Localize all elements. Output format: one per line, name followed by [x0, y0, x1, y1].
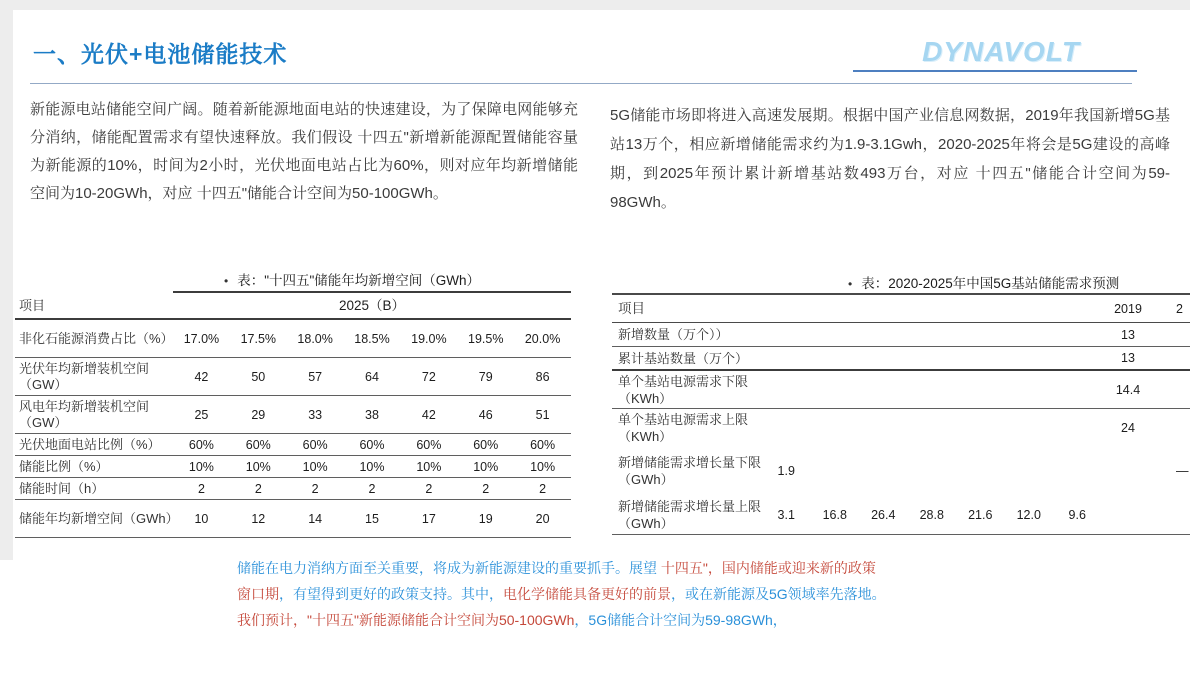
- table-row: [15, 396, 571, 434]
- row-label: 单个基站电源需求上限（KWh）: [618, 412, 749, 444]
- cell-value: 12: [251, 511, 266, 526]
- cell-value: 17.5%: [240, 331, 277, 346]
- cell-value: 12.0: [1016, 507, 1041, 522]
- cell-value: 16.8: [822, 507, 847, 522]
- row-label: 储能比例（%）: [19, 458, 109, 474]
- right-table-title-text: 表：2020-2025年中国5G基站储能需求预测: [861, 276, 1120, 291]
- cell-value: 57: [308, 369, 323, 384]
- cell-value: [908, 464, 957, 478]
- cell-value: 10%: [359, 459, 385, 474]
- cell-value: 15: [365, 511, 379, 526]
- cell-value: [1053, 464, 1102, 478]
- cell-value: 79: [478, 369, 493, 384]
- right-table-header-row: [612, 293, 1190, 323]
- cell-value: 64: [365, 369, 379, 384]
- cell-value: 2: [482, 481, 490, 496]
- cell-value: 46: [478, 407, 493, 422]
- left-table-title: [224, 269, 480, 289]
- bullet-icon: •: [224, 274, 229, 288]
- cell-value: 60%: [416, 437, 442, 452]
- summary-segment-blue: ，5G储能合计空间为59-98GWh，: [574, 612, 787, 628]
- cell-value: 72: [421, 369, 436, 384]
- cell-value: 2: [254, 481, 262, 496]
- cell-value: 42: [421, 407, 436, 422]
- cell-value: [811, 464, 860, 478]
- table-row: [15, 358, 571, 396]
- summary-segment-red: 电化学储能具备更好的前景: [503, 586, 671, 602]
- left-edge-strip: [0, 0, 13, 560]
- cell-value: 19.5%: [468, 331, 504, 346]
- cell-value: 17: [421, 511, 436, 526]
- cell-value-2019: 13: [1121, 351, 1135, 365]
- intro-right-paragraph: 5G储能市场即将进入高速发展期。根据中国产业信息网数据，2019年我国新增5G基站13万个，相应新增储能需求约为1.9-3.1Gwh，2020-2025年将会是5G建设的高峰期，到2025年预计累计新增基站数493万台，对应 十四五"储能合计空间为59-98GWh。: [610, 107, 1170, 211]
- left-table: [15, 291, 571, 538]
- table-row: [612, 347, 1190, 371]
- cell-value: 33: [308, 407, 323, 422]
- left-table-header-row: [15, 291, 571, 320]
- intro-left-paragraph: 新能源电站储能空间广阔。随着新能源地面电站的快速建设，为了保障电网能够充分消纳，储能配置需求有望快速释放。我们假设 十四五"新增新能源配置储能容量为新能源的10%，时间为2小时，光伏地面电站占比为60%，则对应年均新增储能空间为10-20GWh，对应 十四五"储能合计空间为50-100GWh。: [30, 101, 578, 202]
- table-row: [612, 495, 1190, 535]
- cell-value: 10%: [245, 459, 271, 474]
- cell-value: [859, 464, 908, 478]
- right-table-body: [612, 323, 1190, 535]
- cell-value: 2: [368, 481, 376, 496]
- cell-value: 10%: [188, 459, 214, 474]
- summary-line: [237, 607, 982, 633]
- row-label: 非化石能源消费占比（%）: [19, 330, 174, 346]
- cell-value: 18.0%: [297, 331, 333, 346]
- cell-value-clipped: —: [1176, 464, 1189, 478]
- row-label: 储能时间（h）: [19, 480, 105, 496]
- cell-value: 2: [539, 481, 547, 496]
- cell-value: 60%: [530, 437, 556, 452]
- cell-value: 19: [478, 511, 493, 526]
- table-row: [15, 456, 571, 478]
- right-table-title: [848, 272, 1119, 292]
- cell-value: 51: [535, 407, 550, 422]
- top-edge-strip: [0, 0, 1190, 10]
- summary-segment-red: 十四五"，国内储能或迎来新的政策: [660, 560, 876, 576]
- cell-value: 86: [535, 369, 550, 384]
- left-table-item-header: 项目: [19, 298, 46, 313]
- cell-value: 60%: [473, 437, 499, 452]
- title-divider: [30, 83, 1132, 84]
- row-label: 累计基站数量（万个）: [618, 350, 749, 366]
- cell-value: 10%: [473, 459, 499, 474]
- cell-value: 29: [251, 407, 266, 422]
- right-table: [612, 293, 1190, 535]
- cell-value: 2: [425, 481, 433, 496]
- cell-value: 10%: [416, 459, 442, 474]
- row-label: 光伏年均新增装机空间（GW）: [19, 360, 150, 392]
- table-row: [15, 500, 571, 538]
- cell-value: 25: [194, 407, 209, 422]
- row-label: 新增储能需求增长量下限（GWh）: [618, 455, 762, 487]
- right-table-clipped-year-header: 2: [1176, 301, 1183, 316]
- summary-text-block: [237, 555, 982, 633]
- summary-line: [237, 555, 982, 581]
- cell-value: 18.5%: [354, 331, 390, 346]
- cell-value: 21.6: [968, 507, 993, 522]
- cell-value: 20.0%: [524, 331, 561, 346]
- row-label: 新增储能需求增长量上限（GWh）: [618, 498, 762, 531]
- left-table-title-text: 表："十四五"储能年均新增空间（GWh）: [237, 273, 481, 288]
- table-row: [15, 434, 571, 456]
- table-row: [612, 409, 1190, 447]
- cell-value: 42: [194, 369, 209, 384]
- row-label: 新增数量（万个））: [618, 327, 729, 342]
- right-table-year-header: 2019: [1114, 301, 1142, 316]
- cell-value: 38: [365, 407, 379, 422]
- row-label: 光伏地面电站比例（%）: [19, 436, 161, 452]
- cell-value: 60%: [359, 437, 385, 452]
- summary-line: [237, 581, 982, 607]
- cell-value: 10%: [302, 459, 328, 474]
- cell-value: 14: [308, 511, 323, 526]
- cell-value: 60%: [188, 437, 214, 452]
- logo-underline: [853, 70, 1137, 72]
- table-row: [15, 478, 571, 500]
- row-label: 风电年均新增装机空间（GW）: [19, 398, 150, 430]
- cell-value: 2: [197, 481, 205, 496]
- dynavolt-logo: DYNAVOLT: [922, 36, 1080, 67]
- table-row: [15, 320, 571, 358]
- row-label: 单个基站电源需求下限（KWh）: [618, 373, 749, 406]
- cell-value: 60%: [302, 437, 328, 452]
- cell-value: 20: [535, 511, 550, 526]
- summary-segment-red: 我们预计，"十四五"新能源储能合计空间为50-100GWh: [237, 612, 575, 628]
- cell-value-2019: 24: [1121, 421, 1135, 435]
- cell-value: [1005, 464, 1054, 478]
- cell-value: [956, 464, 1005, 478]
- cell-value: 26.4: [871, 507, 896, 522]
- table-row: [612, 447, 1190, 495]
- page-title: 一、光伏+电池储能技术: [33, 41, 288, 67]
- bullet-icon: •: [848, 277, 853, 291]
- cell-value-2019: 13: [1121, 327, 1135, 342]
- cell-value: 50: [251, 369, 266, 384]
- summary-segment-blue: 储能在电力消纳方面至关重要，将成为新能源建设的重要抓手。展望: [237, 560, 661, 576]
- cell-value-2019: 14.4: [1115, 382, 1141, 397]
- cell-value: 1.9: [777, 464, 795, 478]
- row-label: 储能年均新增空间（GWh）: [19, 510, 179, 526]
- right-table-item-header: 项目: [618, 301, 645, 316]
- cell-value: 2: [311, 481, 319, 496]
- summary-segment-blue: ，或在新能源及5G领域率先落地。: [671, 586, 886, 602]
- cell-value: 9.6: [1068, 507, 1086, 522]
- cell-value: 10%: [530, 459, 556, 474]
- cell-value: 19.0%: [411, 331, 447, 346]
- table-row: [612, 371, 1190, 409]
- left-table-year-header: 2025（B）: [173, 291, 571, 318]
- summary-segment-red: 窗口期: [237, 586, 279, 602]
- cell-value: 17.0%: [183, 331, 220, 346]
- row-mid-values: [762, 508, 1102, 522]
- cell-value: 28.8: [919, 507, 944, 522]
- cell-value: 60%: [245, 437, 271, 452]
- cell-value: 3.1: [777, 507, 795, 522]
- table-row: [612, 323, 1190, 347]
- left-table-body: [15, 320, 571, 538]
- cell-value: 10: [194, 511, 209, 526]
- row-mid-values: [762, 464, 1102, 478]
- summary-segment-blue: ，有望得到更好的政策支持。其中，: [279, 586, 503, 602]
